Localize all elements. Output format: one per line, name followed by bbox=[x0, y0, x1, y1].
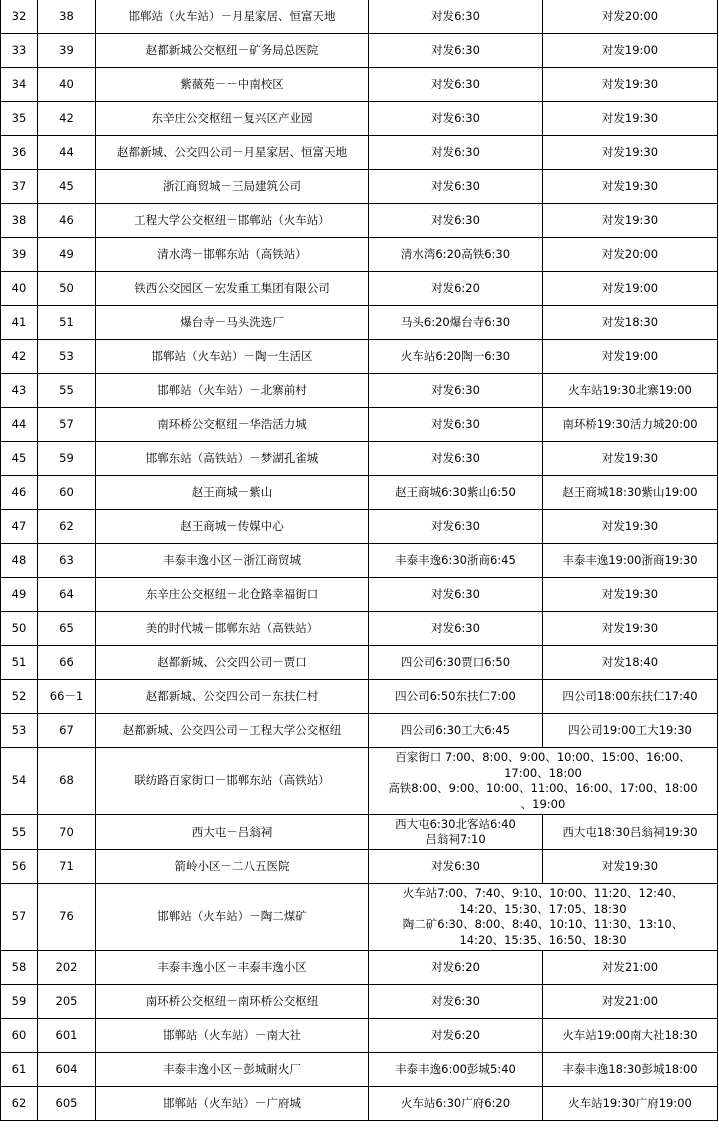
time-text: 对发19:30 bbox=[601, 586, 659, 601]
time-text: 对发18:40 bbox=[601, 654, 659, 669]
time-text: 火车站19:30广府19:00 bbox=[568, 1095, 692, 1110]
row-seq-cell: 35 bbox=[1, 102, 38, 136]
line-number-cell: 49 bbox=[38, 238, 96, 272]
time-text: 、19:00 bbox=[520, 796, 566, 811]
first-bus-cell bbox=[369, 476, 543, 510]
line-number-cell: 55 bbox=[38, 374, 96, 408]
first-bus-cell bbox=[369, 578, 543, 612]
first-bus-cell bbox=[369, 68, 543, 102]
first-bus-cell bbox=[369, 612, 543, 646]
table-body bbox=[1, 0, 718, 1121]
line-number-cell: 51 bbox=[38, 306, 96, 340]
last-bus-cell bbox=[543, 374, 718, 408]
first-bus-cell bbox=[369, 306, 543, 340]
route-cell: 南环桥公交枢纽－华浩活力城 bbox=[96, 408, 369, 442]
time-text: 对发19:00 bbox=[601, 348, 659, 363]
last-bus-cell bbox=[543, 985, 718, 1019]
last-bus-cell bbox=[543, 170, 718, 204]
last-bus-cell bbox=[543, 306, 718, 340]
row-seq-cell: 48 bbox=[1, 544, 38, 578]
route-cell: 美的时代城－邯郸东站（高铁站） bbox=[96, 612, 369, 646]
first-bus-cell bbox=[369, 850, 543, 884]
first-bus-cell bbox=[369, 374, 543, 408]
time-text: 火车站6:20陶一6:30 bbox=[400, 348, 511, 363]
table-row bbox=[1, 680, 718, 714]
row-seq-cell: 43 bbox=[1, 374, 38, 408]
time-text: 14:20、15:35、16:50、18:30 bbox=[459, 932, 627, 947]
last-bus-cell bbox=[543, 68, 718, 102]
route-cell: 邯郸站（火车站）－陶一生活区 bbox=[96, 340, 369, 374]
route-cell: 赵王商城－紫山 bbox=[96, 476, 369, 510]
last-bus-cell bbox=[543, 1087, 718, 1121]
table-row bbox=[1, 0, 718, 34]
table-row bbox=[1, 204, 718, 238]
time-text: 对发6:30 bbox=[431, 382, 480, 397]
last-bus-cell bbox=[543, 815, 718, 850]
time-text: 火车站19:30北寨19:00 bbox=[568, 382, 692, 397]
route-cell: 丰泰丰逸小区－浙江商贸城 bbox=[96, 544, 369, 578]
row-seq-cell: 57 bbox=[1, 884, 38, 951]
table-row bbox=[1, 578, 718, 612]
route-cell: 邯郸站（火车站）－南大社 bbox=[96, 1019, 369, 1053]
table-row bbox=[1, 985, 718, 1019]
row-seq-cell: 61 bbox=[1, 1053, 38, 1087]
time-text: 赵王商城6:30紫山6:50 bbox=[395, 484, 516, 499]
line-number-cell: 67 bbox=[38, 714, 96, 748]
line-number-cell: 205 bbox=[38, 985, 96, 1019]
time-text: 赵王商城18:30紫山19:00 bbox=[562, 484, 698, 499]
last-bus-cell bbox=[543, 850, 718, 884]
last-bus-cell bbox=[543, 34, 718, 68]
route-cell: 南环桥公交枢纽－南环桥公交枢纽 bbox=[96, 985, 369, 1019]
first-bus-cell bbox=[369, 170, 543, 204]
time-text: 对发6:30 bbox=[431, 586, 480, 601]
time-text: 对发19:00 bbox=[601, 280, 659, 295]
route-cell: 清水湾－邯郸东站（高铁站） bbox=[96, 238, 369, 272]
time-text: 火车站7:00、7:40、9:10、10:00、11:20、12:40、 bbox=[402, 886, 684, 900]
table-row bbox=[1, 476, 718, 510]
time-text: 对发6:30 bbox=[431, 144, 480, 159]
first-bus-cell bbox=[369, 102, 543, 136]
last-bus-cell bbox=[543, 102, 718, 136]
line-number-cell: 57 bbox=[38, 408, 96, 442]
time-text: 对发6:30 bbox=[431, 518, 480, 533]
table-row bbox=[1, 510, 718, 544]
row-seq-cell: 52 bbox=[1, 680, 38, 714]
time-text: 清水湾6:20高铁6:30 bbox=[400, 246, 511, 261]
line-number-cell: 59 bbox=[38, 442, 96, 476]
row-seq-cell: 36 bbox=[1, 136, 38, 170]
table-row bbox=[1, 850, 718, 884]
row-seq-cell: 42 bbox=[1, 340, 38, 374]
first-bus-cell bbox=[369, 34, 543, 68]
time-text: 对发19:30 bbox=[601, 76, 659, 91]
time-text: 对发18:30 bbox=[601, 314, 659, 329]
last-bus-cell bbox=[543, 612, 718, 646]
line-number-cell: 202 bbox=[38, 951, 96, 985]
first-bus-cell bbox=[369, 204, 543, 238]
table-row bbox=[1, 442, 718, 476]
row-seq-cell: 44 bbox=[1, 408, 38, 442]
route-cell: 工程大学公交枢纽－邯郸站（火车站） bbox=[96, 204, 369, 238]
first-bus-cell bbox=[369, 272, 543, 306]
time-text: 丰泰丰逸19:00浙商19:30 bbox=[562, 552, 698, 567]
line-number-cell: 50 bbox=[38, 272, 96, 306]
last-bus-cell bbox=[543, 951, 718, 985]
route-cell: 东辛庄公交枢纽－复兴区产业园 bbox=[96, 102, 369, 136]
last-bus-cell bbox=[543, 1053, 718, 1087]
time-text: 火车站6:30广府6:20 bbox=[400, 1095, 511, 1110]
route-cell: 浙江商贸城－三局建筑公司 bbox=[96, 170, 369, 204]
time-text: 丰泰丰逸6:00彭城5:40 bbox=[395, 1061, 516, 1076]
last-bus-cell bbox=[543, 1019, 718, 1053]
last-bus-cell bbox=[543, 680, 718, 714]
time-text: 四公司6:50东扶仁7:00 bbox=[395, 688, 516, 703]
table-row bbox=[1, 884, 718, 951]
row-seq-cell: 34 bbox=[1, 68, 38, 102]
first-bus-cell bbox=[369, 815, 543, 850]
row-seq-cell: 38 bbox=[1, 204, 38, 238]
time-text: 吕翁祠7:10 bbox=[425, 832, 486, 846]
row-seq-cell: 54 bbox=[1, 748, 38, 815]
first-bus-cell bbox=[369, 442, 543, 476]
time-text: 丰泰丰逸6:30浙商6:45 bbox=[395, 552, 516, 567]
time-text: 对发20:00 bbox=[601, 246, 659, 261]
time-text: 对发19:30 bbox=[601, 450, 659, 465]
first-bus-cell bbox=[369, 680, 543, 714]
line-number-cell: 66－1 bbox=[38, 680, 96, 714]
line-number-cell: 76 bbox=[38, 884, 96, 951]
time-text: 四公司18:00东扶仁17:40 bbox=[562, 688, 698, 703]
table-row bbox=[1, 340, 718, 374]
time-text: 对发19:00 bbox=[601, 42, 659, 57]
row-seq-cell: 53 bbox=[1, 714, 38, 748]
row-seq-cell: 58 bbox=[1, 951, 38, 985]
table-row bbox=[1, 408, 718, 442]
line-number-cell: 65 bbox=[38, 612, 96, 646]
time-text: 对发6:30 bbox=[431, 8, 480, 23]
time-text: 对发19:30 bbox=[601, 620, 659, 635]
table-row bbox=[1, 544, 718, 578]
route-cell: 东辛庄公交枢纽－北仓路幸福街口 bbox=[96, 578, 369, 612]
time-text: 陶二矿6:30、8:00、8:40、10:10、11:30、13:10、 bbox=[402, 917, 684, 931]
table-row bbox=[1, 1019, 718, 1053]
last-bus-cell bbox=[543, 714, 718, 748]
route-cell: 紫薇苑－－中南校区 bbox=[96, 68, 369, 102]
row-seq-cell: 40 bbox=[1, 272, 38, 306]
time-text: 对发6:30 bbox=[431, 178, 480, 193]
table-row bbox=[1, 612, 718, 646]
line-number-cell: 42 bbox=[38, 102, 96, 136]
table-row bbox=[1, 102, 718, 136]
table-row bbox=[1, 374, 718, 408]
route-cell: 赵都新城、公交四公司－工程大学公交枢纽 bbox=[96, 714, 369, 748]
first-bus-cell bbox=[369, 136, 543, 170]
time-text: 对发6:20 bbox=[431, 959, 480, 974]
row-seq-cell: 45 bbox=[1, 442, 38, 476]
time-text: 14:20、15:30、17:05、18:30 bbox=[459, 901, 627, 916]
last-bus-cell bbox=[543, 510, 718, 544]
time-text: 对发6:30 bbox=[431, 42, 480, 57]
time-text: 西大屯6:30北客站6:40 bbox=[395, 817, 516, 831]
first-bus-cell bbox=[369, 985, 543, 1019]
table-row bbox=[1, 68, 718, 102]
first-bus-cell bbox=[369, 238, 543, 272]
route-cell: 赵王商城－传媒中心 bbox=[96, 510, 369, 544]
time-text: 火车站19:00南大社18:30 bbox=[562, 1027, 698, 1042]
last-bus-cell bbox=[543, 578, 718, 612]
line-number-cell: 604 bbox=[38, 1053, 96, 1087]
time-text: 西大屯18:30吕翁祠19:30 bbox=[562, 824, 698, 839]
time-text: 对发6:30 bbox=[431, 858, 480, 873]
row-seq-cell: 59 bbox=[1, 985, 38, 1019]
last-bus-cell bbox=[543, 442, 718, 476]
time-text: 对发19:30 bbox=[601, 858, 659, 873]
table-row bbox=[1, 646, 718, 680]
first-bus-cell bbox=[369, 646, 543, 680]
last-bus-cell bbox=[543, 646, 718, 680]
time-text: 丰泰丰逸18:30彭城18:00 bbox=[562, 1061, 698, 1076]
route-cell: 邯郸站（火车站）－广府城 bbox=[96, 1087, 369, 1121]
time-text: 百家街口 7:00、8:00、9:00、10:00、15:00、16:00、 bbox=[395, 750, 691, 764]
last-bus-cell bbox=[543, 340, 718, 374]
time-text: 对发6:30 bbox=[431, 76, 480, 91]
table-row bbox=[1, 34, 718, 68]
route-cell: 邯郸东站（高铁站）－梦湖孔雀城 bbox=[96, 442, 369, 476]
time-text: 对发19:30 bbox=[601, 178, 659, 193]
line-number-cell: 40 bbox=[38, 68, 96, 102]
line-number-cell: 46 bbox=[38, 204, 96, 238]
row-seq-cell: 50 bbox=[1, 612, 38, 646]
schedule-times-cell bbox=[369, 748, 718, 815]
time-text: 马头6:20爆台寺6:30 bbox=[400, 314, 511, 329]
first-bus-cell bbox=[369, 0, 543, 34]
first-bus-cell bbox=[369, 714, 543, 748]
last-bus-cell bbox=[543, 204, 718, 238]
row-seq-cell: 51 bbox=[1, 646, 38, 680]
line-number-cell: 63 bbox=[38, 544, 96, 578]
row-seq-cell: 33 bbox=[1, 34, 38, 68]
first-bus-cell bbox=[369, 408, 543, 442]
route-cell: 箭岭小区－二八五医院 bbox=[96, 850, 369, 884]
schedule-times-cell bbox=[369, 884, 718, 951]
time-text: 对发20:00 bbox=[601, 8, 659, 23]
table-row bbox=[1, 238, 718, 272]
route-cell: 爆台寺－马头洗选厂 bbox=[96, 306, 369, 340]
first-bus-cell bbox=[369, 340, 543, 374]
time-text: 南环桥19:30活力城20:00 bbox=[562, 416, 698, 431]
row-seq-cell: 41 bbox=[1, 306, 38, 340]
route-cell: 西大屯－吕翁祠 bbox=[96, 815, 369, 850]
time-text: 对发6:30 bbox=[431, 416, 480, 431]
row-seq-cell: 56 bbox=[1, 850, 38, 884]
time-text: 对发6:30 bbox=[431, 620, 480, 635]
route-cell: 联纺路百家街口－邯郸东站（高铁站） bbox=[96, 748, 369, 815]
time-text: 对发19:30 bbox=[601, 144, 659, 159]
time-text: 对发6:30 bbox=[431, 993, 480, 1008]
line-number-cell: 38 bbox=[38, 0, 96, 34]
time-text: 对发6:30 bbox=[431, 212, 480, 227]
time-text: 四公司6:30贾口6:50 bbox=[400, 654, 511, 669]
line-number-cell: 45 bbox=[38, 170, 96, 204]
table-row bbox=[1, 272, 718, 306]
route-cell: 赵都新城公交枢纽－矿务局总医院 bbox=[96, 34, 369, 68]
table-row bbox=[1, 1087, 718, 1121]
time-text: 对发21:00 bbox=[601, 993, 659, 1008]
row-seq-cell: 60 bbox=[1, 1019, 38, 1053]
route-cell: 邯郸站（火车站）－月星家居、恒富天地 bbox=[96, 0, 369, 34]
route-cell: 赵都新城、公交四公司－月星家居、恒富天地 bbox=[96, 136, 369, 170]
line-number-cell: 53 bbox=[38, 340, 96, 374]
route-cell: 铁西公交园区－宏发重工集团有限公司 bbox=[96, 272, 369, 306]
first-bus-cell bbox=[369, 1019, 543, 1053]
route-cell: 丰泰丰逸小区－丰泰丰逸小区 bbox=[96, 951, 369, 985]
time-text: 对发21:00 bbox=[601, 959, 659, 974]
last-bus-cell bbox=[543, 136, 718, 170]
table-row bbox=[1, 951, 718, 985]
line-number-cell: 601 bbox=[38, 1019, 96, 1053]
table-row bbox=[1, 714, 718, 748]
last-bus-cell bbox=[543, 272, 718, 306]
row-seq-cell: 55 bbox=[1, 815, 38, 850]
table-row bbox=[1, 748, 718, 815]
first-bus-cell bbox=[369, 951, 543, 985]
route-cell: 邯郸站（火车站）－陶二煤矿 bbox=[96, 884, 369, 951]
row-seq-cell: 46 bbox=[1, 476, 38, 510]
first-bus-cell bbox=[369, 510, 543, 544]
time-text: 对发6:30 bbox=[431, 110, 480, 125]
last-bus-cell bbox=[543, 544, 718, 578]
line-number-cell: 39 bbox=[38, 34, 96, 68]
line-number-cell: 605 bbox=[38, 1087, 96, 1121]
time-text: 四公司6:30工大6:45 bbox=[400, 722, 511, 737]
last-bus-cell bbox=[543, 238, 718, 272]
row-seq-cell: 47 bbox=[1, 510, 38, 544]
line-number-cell: 62 bbox=[38, 510, 96, 544]
table-row bbox=[1, 170, 718, 204]
first-bus-cell bbox=[369, 1087, 543, 1121]
time-text: 对发19:30 bbox=[601, 518, 659, 533]
line-number-cell: 66 bbox=[38, 646, 96, 680]
last-bus-cell bbox=[543, 408, 718, 442]
time-text: 对发6:30 bbox=[431, 450, 480, 465]
row-seq-cell: 39 bbox=[1, 238, 38, 272]
last-bus-cell bbox=[543, 0, 718, 34]
first-bus-cell bbox=[369, 544, 543, 578]
first-bus-cell bbox=[369, 1053, 543, 1087]
time-text: 对发6:20 bbox=[431, 280, 480, 295]
last-bus-cell bbox=[543, 476, 718, 510]
time-text: 高铁8:00、9:00、10:00、11:00、16:00、17:00、18:00 bbox=[388, 781, 698, 795]
line-number-cell: 70 bbox=[38, 815, 96, 850]
row-seq-cell: 62 bbox=[1, 1087, 38, 1121]
time-text: 四公司19:00工大19:30 bbox=[568, 722, 692, 737]
route-cell: 赵都新城、公交四公司－贾口 bbox=[96, 646, 369, 680]
row-seq-cell: 32 bbox=[1, 0, 38, 34]
table-row bbox=[1, 136, 718, 170]
time-text: 17:00、18:00 bbox=[504, 765, 582, 780]
table-row bbox=[1, 1053, 718, 1087]
line-number-cell: 68 bbox=[38, 748, 96, 815]
line-number-cell: 71 bbox=[38, 850, 96, 884]
time-text: 对发19:30 bbox=[601, 212, 659, 227]
line-number-cell: 64 bbox=[38, 578, 96, 612]
time-text: 对发6:20 bbox=[431, 1027, 480, 1042]
table-row bbox=[1, 815, 718, 850]
route-cell: 邯郸站（火车站）－北寨前村 bbox=[96, 374, 369, 408]
route-cell: 丰泰丰逸小区－彭城耐火厂 bbox=[96, 1053, 369, 1087]
line-number-cell: 44 bbox=[38, 136, 96, 170]
row-seq-cell: 49 bbox=[1, 578, 38, 612]
time-text: 对发19:30 bbox=[601, 110, 659, 125]
row-seq-cell: 37 bbox=[1, 170, 38, 204]
route-cell: 赵都新城、公交四公司－东扶仁村 bbox=[96, 680, 369, 714]
line-number-cell: 60 bbox=[38, 476, 96, 510]
table-row bbox=[1, 306, 718, 340]
